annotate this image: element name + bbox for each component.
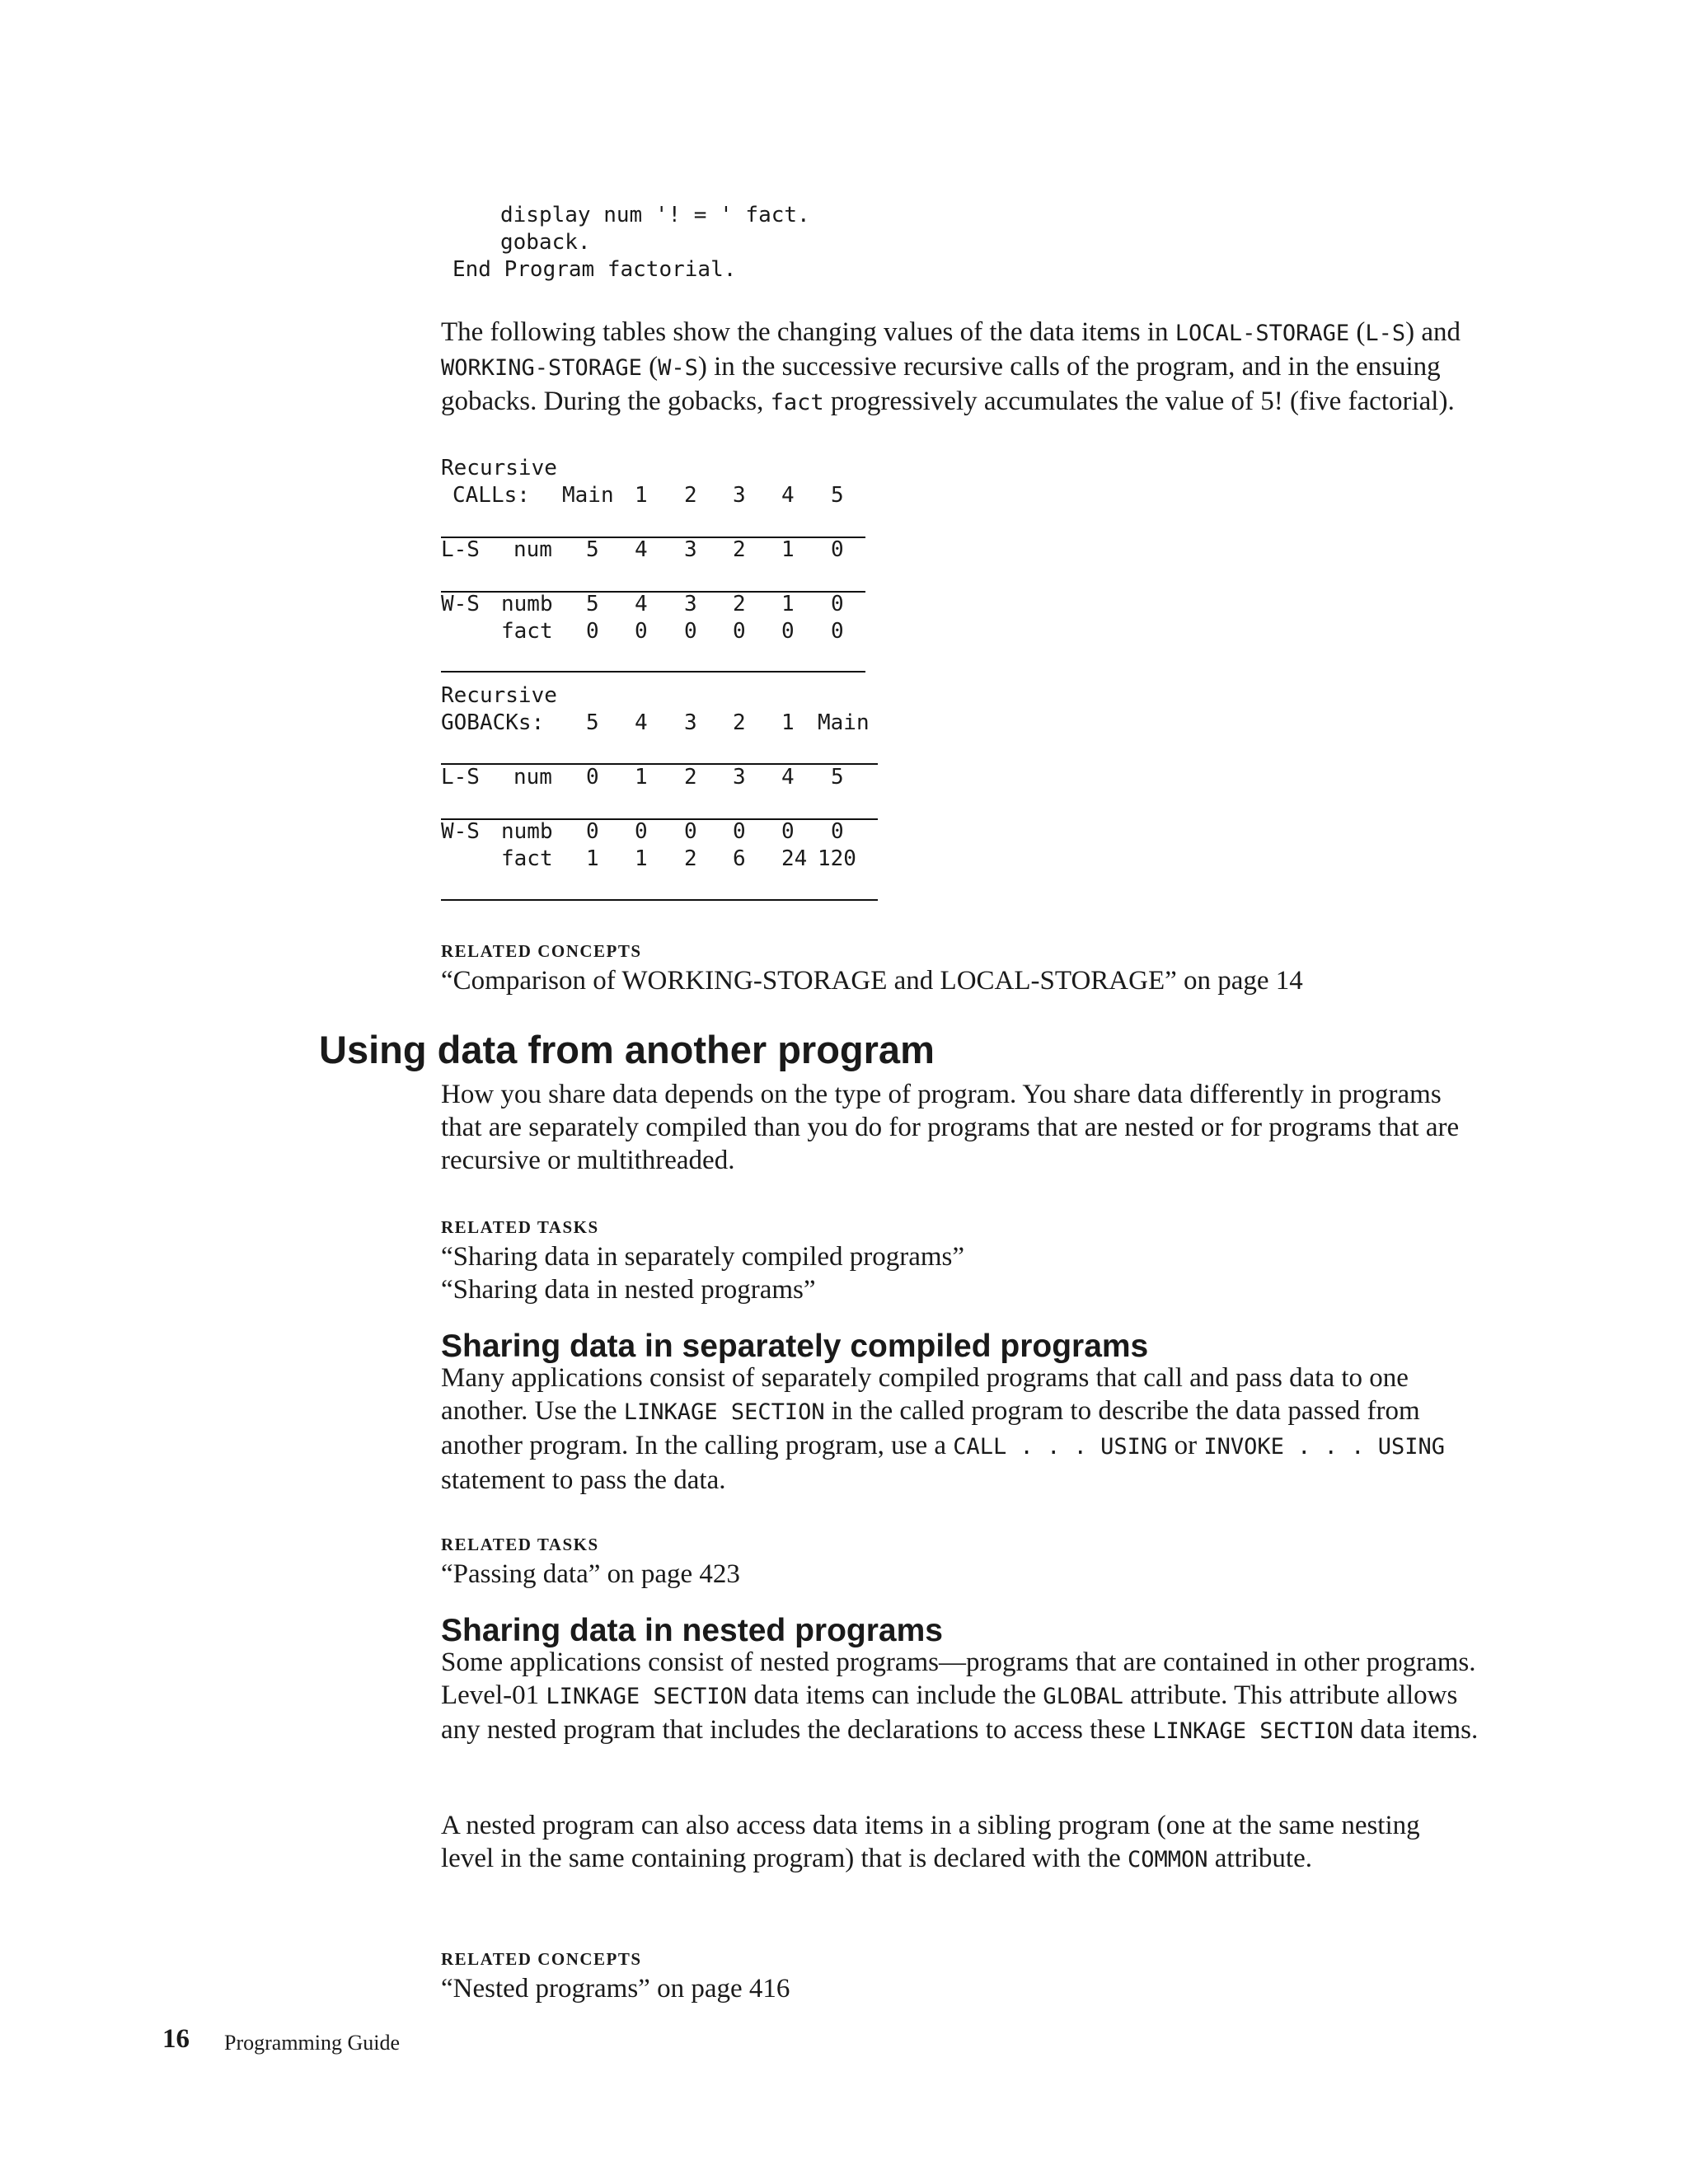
table-cell: 0: [684, 819, 697, 844]
table-cell: 0: [586, 819, 599, 844]
table-rule: [441, 537, 865, 538]
table-cell: 1: [635, 846, 648, 871]
subsection-paragraph: Many applications consist of separately compiled programs that call and pass data to one another. Use the LINKAGE SECTION in the called program to describe the data passed from another program. In the calling program, use a CALL . . . USING or INVOKE . . . USING statement to pass the data.: [441, 1363, 1445, 1495]
related-concept-link[interactable]: “Nested programs” on page 416: [441, 1974, 790, 2004]
calls-ls-num-label: num: [513, 537, 552, 562]
gobacks-col-header: 1: [781, 710, 795, 735]
page-number: 16: [162, 2024, 190, 2054]
gobacks-col-header: 3: [684, 710, 697, 735]
calls-ws-label: W-S: [441, 592, 480, 616]
gobacks-ls-label: L-S: [441, 765, 480, 790]
table-rule: [441, 899, 878, 901]
calls-col-header: 5: [831, 483, 844, 508]
table-cell: 3: [684, 592, 697, 616]
gobacks-title-2: GOBACKs:: [441, 710, 545, 735]
table-cell: 1: [586, 846, 599, 871]
table-cell: 0: [831, 537, 844, 562]
gobacks-ws-label: W-S: [441, 819, 480, 844]
table-cell: 2: [684, 846, 697, 871]
gobacks-title-1: Recursive: [441, 683, 557, 708]
table-cell: 3: [733, 765, 746, 790]
subsection-heading: Sharing data in separately compiled programs: [441, 1329, 1149, 1364]
related-tasks-label: RELATED TASKS: [441, 1217, 599, 1237]
calls-ls-label: L-S: [441, 537, 480, 562]
table-cell: 5: [586, 537, 599, 562]
table-cell: 0: [733, 619, 746, 644]
calls-col-header: 1: [635, 483, 648, 508]
calls-title-1: Recursive: [441, 456, 557, 480]
table-cell: 6: [733, 846, 746, 871]
table-cell: 0: [831, 619, 844, 644]
related-task-link[interactable]: “Passing data” on page 423: [441, 1559, 740, 1589]
table-cell: 0: [781, 619, 795, 644]
table-cell: 120: [818, 846, 856, 871]
table-cell: 4: [635, 537, 648, 562]
table-cell: 1: [635, 765, 648, 790]
related-task-link[interactable]: “Sharing data in nested programs”: [441, 1275, 816, 1305]
table-cell: 3: [684, 537, 697, 562]
gobacks-col-header: 2: [733, 710, 746, 735]
related-concepts-label: RELATED CONCEPTS: [441, 941, 642, 961]
calls-col-header: 3: [733, 483, 746, 508]
table-cell: 2: [733, 537, 746, 562]
table-cell: 1: [781, 537, 795, 562]
table-cell: 2: [733, 592, 746, 616]
code-line: display num '! = ' fact.: [500, 203, 810, 227]
table-cell: 0: [781, 819, 795, 844]
calls-col-header: Main: [562, 483, 614, 508]
table-cell: 24: [781, 846, 808, 871]
code-snippet: [441, 202, 810, 284]
subsection-heading: Sharing data in nested programs: [441, 1613, 943, 1648]
table-cell: 5: [586, 592, 599, 616]
gobacks-col-header: 5: [586, 710, 599, 735]
table-cell: 0: [586, 619, 599, 644]
related-concepts-label: RELATED CONCEPTS: [441, 1949, 642, 1969]
calls-title-2: CALLs:: [452, 483, 530, 508]
section-paragraph: How you share data depends on the type of program. You share data differently in programs that are separately compiled than you do for programs that are nested or for programs that are recursive or multithreaded.: [441, 1080, 1460, 1175]
intro-paragraph: The following tables show the changing values of the data items in LOCAL-STORAGE (L-S) and WORKING-STORAGE (W-S) in the successive recursive calls of the program, and in the ensuing gobacks. During the gobacks, fact progressively accumulates the value of 5! (five factorial).: [441, 317, 1461, 416]
table-rule: [441, 763, 878, 765]
table-cell: 1: [781, 592, 795, 616]
subsection-paragraph: Some applications consist of nested programs—programs that are contained in other programs. Level-01 LINKAGE SECTION data items can include the GLOBAL attribute. This attribute allows any nested program that includes the declarations to access these LINKAGE SECTION data items.: [441, 1647, 1479, 1745]
calls-col-header: 4: [781, 483, 795, 508]
table-cell: 2: [684, 765, 697, 790]
book-title: Programming Guide: [224, 2031, 401, 2055]
table-cell: 0: [635, 819, 648, 844]
table-cell: 0: [831, 819, 844, 844]
calls-ws-fact-label: fact: [501, 619, 553, 644]
table-cell: 0: [733, 819, 746, 844]
gobacks-ls-num-label: num: [513, 765, 552, 790]
gobacks-ws-fact-label: fact: [501, 846, 553, 871]
table-cell: 0: [684, 619, 697, 644]
table-cell: 4: [635, 592, 648, 616]
table-cell: 0: [831, 592, 844, 616]
table-rule: [441, 671, 865, 673]
table-cell: 4: [781, 765, 795, 790]
gobacks-col-header: 4: [635, 710, 648, 735]
code-line: End Program factorial.: [452, 257, 737, 282]
related-tasks-label: RELATED TASKS: [441, 1535, 599, 1554]
section-heading: Using data from another program: [319, 1028, 935, 1071]
table-cell: 5: [831, 765, 844, 790]
calls-col-header: 2: [684, 483, 697, 508]
subsection-paragraph: A nested program can also access data items in a sibling program (one at the same nesting level in the same containing program) that is declared with the COMMON attribute.: [441, 1811, 1420, 1873]
gobacks-ws-numb-label: numb: [501, 819, 553, 844]
table-cell: 0: [635, 619, 648, 644]
related-concept-link[interactable]: “Comparison of WORKING-STORAGE and LOCAL-STORAGE” on page 14: [441, 966, 1303, 996]
calls-ws-numb-label: numb: [501, 592, 553, 616]
table-cell: 0: [586, 765, 599, 790]
related-task-link[interactable]: “Sharing data in separately compiled programs”: [441, 1242, 965, 1272]
code-line: goback.: [500, 230, 591, 255]
gobacks-col-header: Main: [818, 710, 870, 735]
